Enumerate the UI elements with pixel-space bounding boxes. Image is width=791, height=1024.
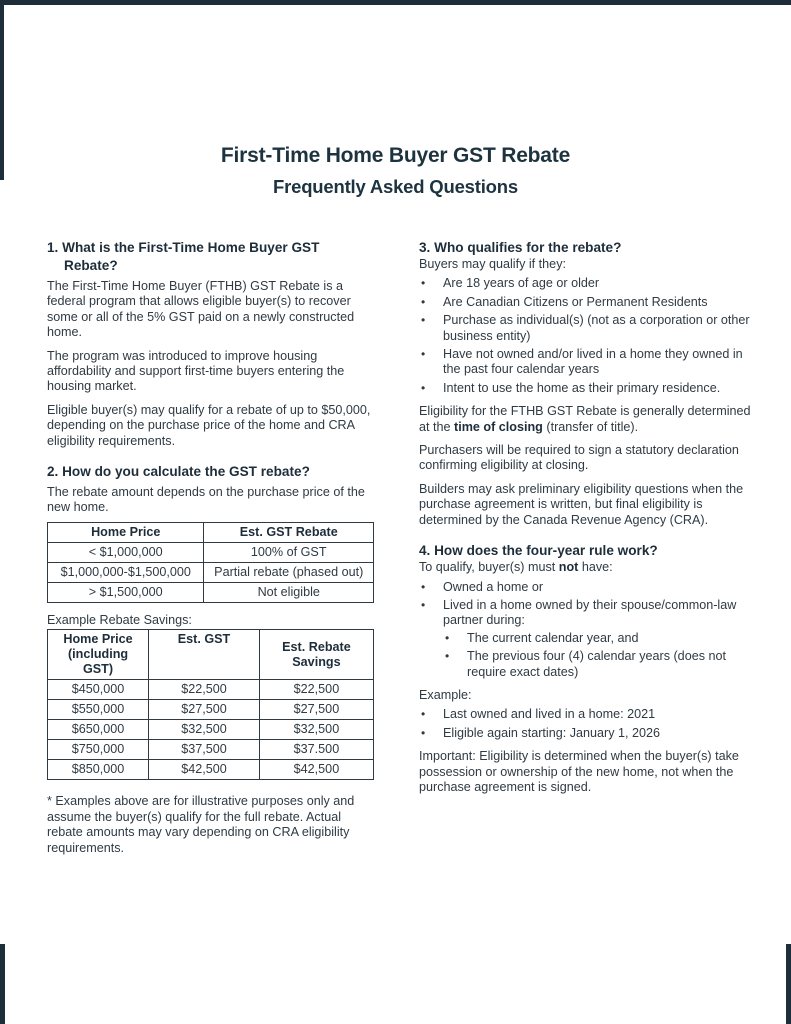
faq-3-paragraph-2: Purchasers will be required to sign a statutory declaration confirming eligibility at closing. (419, 443, 739, 473)
table-cell: $37.500 (259, 740, 373, 760)
faq-section-1 (47, 239, 375, 449)
four-year-rule-list (419, 580, 754, 680)
faq-1-paragraph-3: Eligible buyer(s) may qualify for a rebate of up to $50,000, depending on the purchase price of the home and CRA eligibility requirements. (47, 402, 371, 448)
savings-footnote: * Examples above are for illustrative purposes only and assume the buyer(s) qualify for the full rebate. Actual rebate amounts may vary depending on CRA eligibility requirements. (47, 794, 355, 855)
table-cell: $37,500 (149, 740, 260, 760)
emphasis-not: not (558, 560, 579, 575)
sub-list-item: • The previous four (4) calendar years (does not require exact dates) (443, 649, 754, 680)
qualification-list (419, 276, 754, 396)
text-span: Eligibility for the FTHB GST Rebate is generally determined at the (419, 404, 751, 434)
table-row (48, 760, 374, 780)
table-row (48, 720, 374, 740)
table-cell: $32,500 (259, 720, 373, 740)
faq-2-intro: The rebate amount depends on the purchase price of the new home. (47, 485, 365, 515)
list-item: • Owned a home or (419, 580, 754, 595)
table-row (48, 542, 374, 562)
table-row (48, 680, 374, 700)
text-span: have: (578, 560, 613, 575)
table-cell: $850,000 (48, 760, 149, 780)
table-cell: $550,000 (48, 700, 149, 720)
sub-list (443, 631, 754, 680)
sub-list-item: • The current calendar year, and (443, 631, 754, 646)
faq-1-paragraph-2: The program was introduced to improve housing affordability and support first-time buyers entering the housing market. (47, 348, 345, 394)
list-item: • Are 18 years of age or older (419, 276, 754, 291)
faq-heading-3: 3. Who qualifies for the rebate? (419, 240, 622, 255)
table-header: Home Price (including GST) (48, 630, 149, 680)
table-header: Est. GST Rebate (204, 522, 374, 542)
table-row (48, 700, 374, 720)
table-cell: $27,500 (149, 700, 260, 720)
table-cell: $22,500 (259, 680, 373, 700)
table-cell: $32,500 (149, 720, 260, 740)
table-row (48, 740, 374, 760)
list-item: • Have not owned and/or lived in a home they owned in the past four calendar years (419, 347, 754, 378)
table-header: Home Price (48, 522, 204, 542)
faq-4-intro (419, 560, 754, 575)
table-cell: Not eligible (204, 582, 374, 602)
faq-3-paragraph-3: Builders may ask preliminary eligibility questions when the purchase agreement is written, but final eligibility is determined by the Canada Revenue Agency (CRA). (419, 481, 744, 527)
table-header: Est. GST (149, 630, 260, 680)
example-savings-label: Example Rebate Savings: (47, 612, 192, 627)
rebate-savings-table (47, 629, 374, 780)
faq-section-2 (47, 463, 375, 856)
list-item: • Are Canadian Citizens or Permanent Residents (419, 295, 754, 310)
example-list (419, 707, 754, 741)
faq-3-intro: Buyers may qualify if they: (419, 257, 566, 271)
list-item: • Intent to use the home as their primary residence. (419, 381, 754, 396)
list-item (419, 598, 754, 680)
list-item: • Last owned and lived in a home: 2021 (419, 707, 754, 722)
faq-section-4 (419, 542, 754, 795)
top-border (0, 0, 791, 5)
faq-heading-1: 1. What is the First-Time Home Buyer GST Rebate? (47, 240, 320, 273)
faq-heading-4: 4. How does the four-year rule work? (419, 543, 658, 559)
table-cell: 100% of GST (204, 542, 374, 562)
table-cell: $1,000,000-$1,500,000 (48, 562, 204, 582)
page-subtitle: Frequently Asked Questions (273, 176, 518, 197)
table-cell: Partial rebate (phased out) (204, 562, 374, 582)
example-label: Example: (419, 687, 472, 702)
table-cell: $450,000 (48, 680, 149, 700)
list-item: • Eligible again starting: January 1, 2026 (419, 726, 754, 741)
faq-section-3 (419, 239, 754, 528)
table-row (48, 562, 374, 582)
table-header: Est. Rebate Savings (259, 630, 373, 680)
text-span: To qualify, buyer(s) must (419, 560, 559, 575)
table-cell: $42,500 (259, 760, 373, 780)
right-column (419, 239, 754, 803)
list-item: • Purchase as individual(s) (not as a corporation or other business entity) (419, 313, 754, 344)
rebate-price-table (47, 522, 374, 603)
left-edge-accent-bottom (0, 944, 5, 1024)
table-cell: $42,500 (149, 760, 260, 780)
table-cell: $27,500 (259, 700, 373, 720)
text-span: (transfer of title). (542, 419, 639, 434)
table-row (48, 582, 374, 602)
table-cell: > $1,500,000 (48, 582, 204, 602)
table-header-row (48, 630, 374, 680)
table-header-row (48, 522, 374, 542)
faq-3-paragraph-1 (419, 404, 754, 435)
list-item-text: Lived in a home owned by their spouse/common-law partner during: (443, 597, 737, 628)
table-cell: $22,500 (149, 680, 260, 700)
table-cell: < $1,000,000 (48, 542, 204, 562)
table-cell: $650,000 (48, 720, 149, 740)
left-column (47, 239, 375, 856)
important-note: Important: Eligibility is determined when the buyer(s) take possession or ownership of the new home, not when the purchase agreement is signed. (419, 749, 739, 794)
faq-1-paragraph-1: The First-Time Home Buyer (FTHB) GST Rebate is a federal program that allows eligible buyer(s) to recover some or all of the 5% GST paid on a newly constructed home. (47, 279, 355, 340)
page-title: First-Time Home Buyer GST Rebate (220, 144, 571, 167)
right-edge-accent-bottom (786, 944, 791, 1024)
emphasis-time-of-closing: time of closing (454, 419, 543, 434)
table-cell: $750,000 (48, 740, 149, 760)
faq-heading-2: 2. How do you calculate the GST rebate? (47, 464, 310, 480)
